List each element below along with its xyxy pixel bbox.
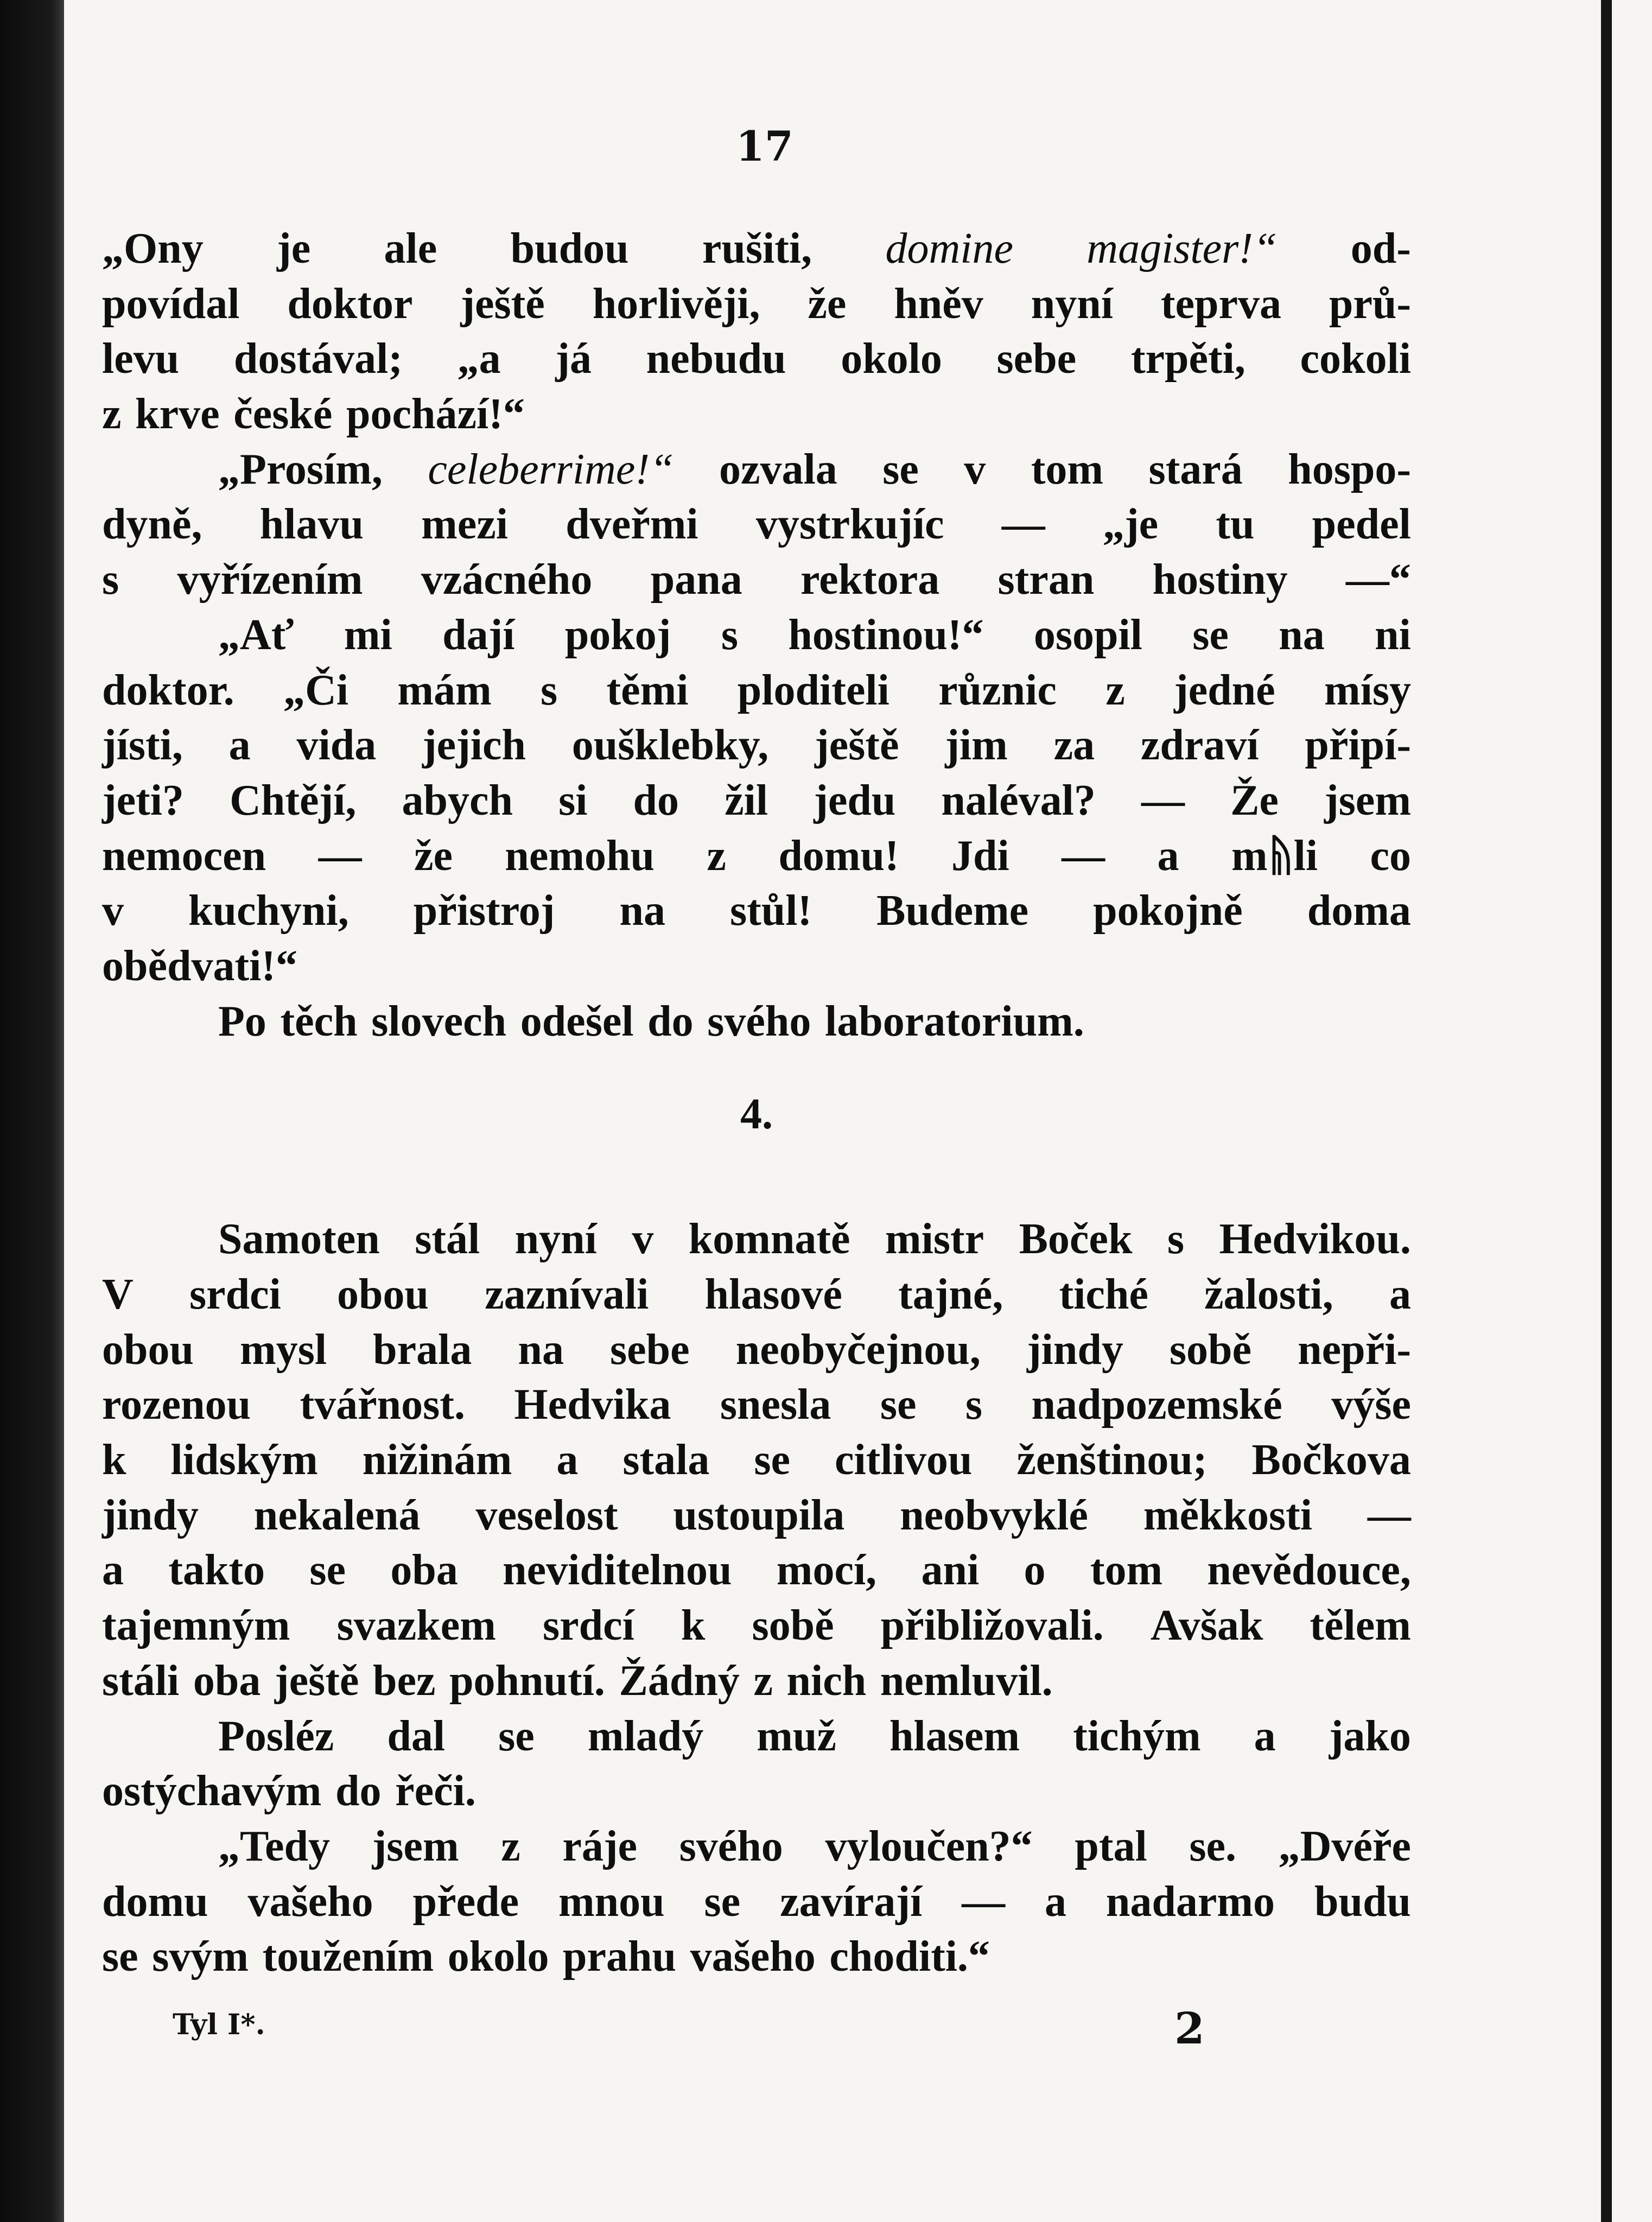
word: žalosti, bbox=[1204, 1271, 1333, 1318]
footer-signature-mark: Tyl I*. bbox=[173, 2008, 265, 2041]
word: nemohu bbox=[505, 831, 655, 880]
word: se bbox=[498, 1712, 535, 1760]
text-line bbox=[102, 663, 1411, 719]
word: a bbox=[228, 721, 251, 770]
word: vyloučen?“ bbox=[825, 1822, 1033, 1870]
text-line bbox=[102, 829, 1411, 884]
text-line bbox=[102, 1323, 1411, 1378]
word: do bbox=[647, 997, 694, 1045]
word: a bbox=[1157, 831, 1179, 880]
word: měkkosti bbox=[1143, 1491, 1312, 1539]
text-line bbox=[102, 773, 1411, 829]
word: levu bbox=[102, 335, 180, 383]
word: přibližovali. bbox=[880, 1602, 1104, 1650]
text-line bbox=[102, 1654, 1411, 1709]
word: tiché bbox=[1059, 1271, 1148, 1318]
word: Že bbox=[1230, 776, 1279, 824]
word: jindy bbox=[1026, 1325, 1123, 1374]
word: do bbox=[633, 776, 679, 824]
word: nadpozemské bbox=[1031, 1381, 1282, 1429]
word: s bbox=[102, 556, 119, 604]
word: mísy bbox=[1324, 666, 1411, 714]
word: s bbox=[1167, 1215, 1185, 1264]
word: přede bbox=[412, 1877, 519, 1926]
word: osopil bbox=[1033, 611, 1142, 659]
word: tu bbox=[1216, 500, 1255, 549]
word: „Prosím, bbox=[218, 445, 383, 493]
word: pokojně bbox=[1093, 887, 1243, 935]
word: co bbox=[1370, 831, 1411, 880]
text-line bbox=[102, 1212, 1411, 1267]
scan-gutter bbox=[0, 0, 64, 2222]
word: obou bbox=[102, 1325, 194, 1374]
word: svazkem bbox=[336, 1602, 496, 1650]
word: Hedvika bbox=[514, 1381, 671, 1429]
word: na bbox=[619, 887, 665, 935]
word: já bbox=[555, 335, 592, 383]
word: nemocen bbox=[102, 831, 266, 880]
word: hostiny bbox=[1152, 556, 1288, 604]
word: lidským bbox=[170, 1436, 318, 1484]
word: oba bbox=[390, 1546, 458, 1595]
word: jako bbox=[1329, 1712, 1411, 1760]
word: ani bbox=[921, 1546, 980, 1595]
word: hostinou!“ bbox=[788, 611, 984, 659]
word: prů- bbox=[1329, 280, 1411, 328]
word: domu bbox=[102, 1877, 208, 1926]
word: okolo bbox=[841, 335, 942, 383]
word: různic bbox=[938, 666, 1057, 714]
word: doma bbox=[1307, 887, 1411, 935]
text-line bbox=[102, 608, 1411, 663]
word: obědvati!“ bbox=[102, 942, 297, 990]
word: Po bbox=[218, 997, 266, 1045]
word: vystrkujíc bbox=[755, 500, 944, 549]
word: ráje bbox=[562, 1822, 638, 1870]
word: ploditeli bbox=[737, 666, 889, 714]
word: výše bbox=[1331, 1381, 1411, 1429]
word: se bbox=[704, 1877, 741, 1926]
word: doktor bbox=[287, 280, 413, 328]
word: naléval? bbox=[941, 776, 1096, 824]
word: veselost bbox=[475, 1491, 618, 1539]
word: vyřízením bbox=[177, 556, 363, 604]
word: hněv bbox=[894, 280, 983, 328]
text-line bbox=[102, 1488, 1411, 1544]
word: Posléz bbox=[218, 1712, 334, 1760]
word: vašeho bbox=[690, 1933, 816, 1981]
word: magister!“ bbox=[1086, 225, 1278, 272]
word: řeči. bbox=[395, 1767, 476, 1815]
word: pochází!“ bbox=[346, 390, 525, 439]
word: že bbox=[414, 831, 453, 880]
word: Boček bbox=[1019, 1215, 1133, 1264]
text-line bbox=[102, 442, 1411, 498]
word: nadarmo bbox=[1105, 1877, 1275, 1926]
word: teprva bbox=[1160, 280, 1281, 328]
text-line bbox=[102, 332, 1411, 387]
word: Chtějí, bbox=[230, 776, 357, 824]
word: Žádný bbox=[619, 1656, 740, 1705]
word: snesla bbox=[720, 1381, 831, 1429]
word: v bbox=[102, 887, 124, 935]
word: abych bbox=[402, 776, 513, 824]
page-edge-shadow bbox=[1601, 0, 1612, 2222]
word: na bbox=[518, 1325, 564, 1374]
word: stáli bbox=[102, 1656, 180, 1705]
word: „Dvéře bbox=[1278, 1822, 1411, 1870]
word: neviditelnou bbox=[503, 1546, 732, 1595]
word: ozvala bbox=[719, 445, 837, 493]
word: že bbox=[808, 280, 847, 328]
word: srdci bbox=[189, 1271, 281, 1318]
word: se bbox=[880, 1381, 917, 1429]
word: dal bbox=[387, 1712, 446, 1760]
word: mistr bbox=[885, 1215, 984, 1264]
word: o bbox=[1024, 1546, 1046, 1595]
word: budou bbox=[510, 225, 629, 272]
word: jeti? bbox=[102, 776, 185, 824]
word: hlasové bbox=[704, 1271, 842, 1318]
word: za bbox=[1053, 721, 1095, 770]
word: zavírají bbox=[780, 1877, 923, 1926]
word: svého bbox=[679, 1822, 783, 1870]
text-line bbox=[102, 1433, 1411, 1488]
word: neobvyklé bbox=[900, 1491, 1088, 1539]
word: z bbox=[753, 1656, 773, 1705]
word: vašeho bbox=[247, 1877, 373, 1926]
word: vzácného bbox=[421, 556, 593, 604]
word: v bbox=[632, 1215, 654, 1264]
word: z bbox=[501, 1822, 520, 1870]
word: ni bbox=[1375, 611, 1411, 659]
word: budu bbox=[1314, 1877, 1411, 1926]
word: svého bbox=[707, 997, 811, 1045]
word: ještě bbox=[460, 280, 545, 328]
word: oušklebky, bbox=[571, 721, 769, 770]
text-line bbox=[102, 221, 1411, 277]
word: oba bbox=[193, 1656, 261, 1705]
word: si bbox=[558, 776, 588, 824]
word: „je bbox=[1102, 500, 1159, 549]
word: zaznívali bbox=[485, 1271, 649, 1318]
word: hospo- bbox=[1288, 445, 1411, 493]
word: a bbox=[102, 1546, 124, 1595]
word: trpěti, bbox=[1130, 335, 1246, 383]
word: tom bbox=[1090, 1546, 1163, 1595]
word: slovech bbox=[371, 997, 507, 1045]
word: mám bbox=[397, 666, 492, 714]
text-line bbox=[102, 1598, 1411, 1654]
word: obou bbox=[337, 1271, 429, 1318]
word: doktor. bbox=[102, 666, 234, 714]
word: těmi bbox=[606, 666, 689, 714]
word: dají bbox=[442, 611, 515, 659]
word: s bbox=[541, 666, 558, 714]
word: ale bbox=[384, 225, 437, 272]
word: žil bbox=[725, 776, 768, 824]
word: mezi bbox=[421, 500, 509, 549]
word: Samoten bbox=[218, 1215, 380, 1264]
text-line bbox=[102, 884, 1411, 939]
page-number: 17 bbox=[736, 122, 793, 170]
text-line bbox=[102, 553, 1411, 608]
word: — bbox=[962, 1877, 1006, 1926]
word: vida bbox=[296, 721, 377, 770]
word: Budeme bbox=[876, 887, 1029, 935]
word: takto bbox=[168, 1546, 265, 1595]
word: k bbox=[681, 1602, 706, 1650]
text-line bbox=[102, 497, 1411, 553]
word: sobě bbox=[1169, 1325, 1252, 1374]
word: povídal bbox=[102, 280, 240, 328]
word: sebe bbox=[996, 335, 1077, 383]
word: — bbox=[318, 831, 362, 880]
text-line bbox=[102, 387, 1411, 442]
word: tajné, bbox=[898, 1271, 1003, 1318]
word: od- bbox=[1350, 225, 1411, 272]
word: domine bbox=[885, 225, 1013, 272]
word: z bbox=[707, 831, 726, 880]
text-line bbox=[102, 939, 1411, 994]
word: zdraví bbox=[1140, 721, 1259, 770]
text-line bbox=[102, 1377, 1411, 1433]
word: pohnutí. bbox=[449, 1656, 605, 1705]
word: sebe bbox=[610, 1325, 690, 1374]
word: nepři- bbox=[1298, 1325, 1411, 1374]
word: rektora bbox=[800, 556, 940, 604]
word: „a bbox=[457, 335, 501, 383]
word: tichým bbox=[1073, 1712, 1201, 1760]
word: hlasem bbox=[889, 1712, 1020, 1760]
page-text bbox=[102, 221, 1411, 1985]
word: a bbox=[1389, 1271, 1411, 1318]
word: — bbox=[1141, 776, 1185, 824]
word: 4. bbox=[740, 1090, 773, 1139]
word: těch bbox=[280, 997, 358, 1045]
text-line bbox=[102, 1764, 1411, 1819]
word: celeberrime!“ bbox=[428, 445, 674, 493]
text-line bbox=[102, 1543, 1411, 1598]
word: domu! bbox=[778, 831, 899, 880]
text-line bbox=[102, 1267, 1411, 1323]
word: mnou bbox=[558, 1877, 665, 1926]
word: mᚥli bbox=[1231, 831, 1318, 880]
text-line bbox=[102, 718, 1411, 773]
word: nekalená bbox=[253, 1491, 421, 1539]
word: mysl bbox=[240, 1325, 327, 1374]
word: sobě bbox=[752, 1602, 834, 1650]
word: nevědouce, bbox=[1207, 1546, 1411, 1595]
word: jsem bbox=[1324, 776, 1411, 824]
word: nyní bbox=[1031, 280, 1113, 328]
word: z bbox=[1105, 666, 1125, 714]
word: jindy bbox=[102, 1491, 199, 1539]
word: horlivěji, bbox=[592, 280, 760, 328]
word: nyní bbox=[514, 1215, 597, 1264]
word: s bbox=[721, 611, 738, 659]
word: stran bbox=[997, 556, 1095, 604]
word: jísti, bbox=[102, 721, 183, 770]
word: pana bbox=[650, 556, 742, 604]
word: připí- bbox=[1305, 721, 1411, 770]
word: jedu bbox=[814, 776, 896, 824]
word: neobyčejnou, bbox=[735, 1325, 981, 1374]
word: se. bbox=[1189, 1822, 1236, 1870]
word: k bbox=[102, 1436, 126, 1484]
word: z bbox=[102, 390, 122, 439]
word: — bbox=[1367, 1491, 1411, 1539]
word: ostýchavým bbox=[102, 1767, 322, 1815]
word: stará bbox=[1148, 445, 1243, 493]
word: stůl! bbox=[729, 887, 812, 935]
word: svým bbox=[152, 1933, 249, 1981]
word: okolo bbox=[447, 1933, 549, 1981]
text-line bbox=[102, 277, 1411, 332]
word: tvářnost. bbox=[300, 1381, 465, 1429]
word: Jdi bbox=[951, 831, 1009, 880]
word: nebudu bbox=[646, 335, 786, 383]
word: se bbox=[1192, 611, 1229, 659]
word: tajemným bbox=[102, 1602, 290, 1650]
word: ženštinou; bbox=[1016, 1436, 1208, 1484]
word: nich bbox=[786, 1656, 867, 1705]
word: muž bbox=[757, 1712, 836, 1760]
word: — bbox=[1062, 831, 1105, 880]
text-line bbox=[102, 1929, 1411, 1985]
text-line bbox=[102, 1875, 1411, 1930]
word: nemluvil. bbox=[880, 1656, 1053, 1705]
word: a bbox=[556, 1436, 579, 1484]
word: v bbox=[964, 445, 986, 493]
word: V bbox=[102, 1271, 134, 1318]
word: nižinám bbox=[362, 1436, 512, 1484]
word: kuchyni, bbox=[188, 887, 349, 935]
word: se bbox=[754, 1436, 791, 1484]
word: na bbox=[1279, 611, 1325, 659]
word: se bbox=[309, 1546, 346, 1595]
word: jejich bbox=[422, 721, 526, 770]
text-line bbox=[102, 1709, 1411, 1764]
word: — bbox=[1001, 500, 1045, 549]
word: jsem bbox=[372, 1822, 459, 1870]
word: „Či bbox=[283, 666, 349, 714]
word: ještě bbox=[815, 721, 899, 770]
word: mocí, bbox=[776, 1546, 877, 1595]
word: „Tedy bbox=[218, 1822, 331, 1870]
word: a bbox=[1254, 1712, 1276, 1760]
word: bez bbox=[372, 1656, 436, 1705]
word: mladý bbox=[587, 1712, 704, 1760]
word: krve bbox=[135, 390, 220, 439]
word: toužením bbox=[262, 1933, 434, 1981]
word: „Ony bbox=[102, 225, 204, 272]
word: srdcí bbox=[542, 1602, 634, 1650]
chapter-heading bbox=[102, 1049, 1411, 1212]
word: „Ať bbox=[218, 611, 294, 659]
word: cokoli bbox=[1300, 335, 1411, 383]
word: rušiti, bbox=[702, 225, 812, 272]
text-line bbox=[102, 994, 1411, 1050]
word: s bbox=[965, 1381, 983, 1429]
text-line bbox=[102, 1819, 1411, 1875]
word: jim bbox=[945, 721, 1008, 770]
word: tom bbox=[1031, 445, 1104, 493]
word: prahu bbox=[563, 1933, 677, 1981]
word: mi bbox=[344, 611, 392, 659]
word: odešel bbox=[520, 997, 634, 1045]
word: do bbox=[335, 1767, 382, 1815]
word: pedel bbox=[1312, 500, 1411, 549]
word: choditi.“ bbox=[829, 1933, 990, 1981]
word: laboratorium. bbox=[824, 997, 1084, 1045]
word: se bbox=[882, 445, 919, 493]
printer-signature-number: 2 bbox=[1174, 2003, 1205, 2054]
word: jedné bbox=[1174, 666, 1275, 714]
word: ustoupila bbox=[673, 1491, 845, 1539]
word: rozenou bbox=[102, 1381, 251, 1429]
word: komnatě bbox=[688, 1215, 850, 1264]
word: dostával; bbox=[233, 335, 403, 383]
word: citlivou bbox=[835, 1436, 973, 1484]
word: je bbox=[277, 225, 311, 272]
word: Hedvikou. bbox=[1219, 1215, 1411, 1264]
word: ptal bbox=[1075, 1822, 1147, 1870]
word: přistroj bbox=[413, 887, 555, 935]
word: dyně, bbox=[102, 500, 202, 549]
word: se bbox=[102, 1933, 138, 1981]
word: Bočkova bbox=[1251, 1436, 1411, 1484]
word: české bbox=[233, 390, 333, 439]
word: —“ bbox=[1345, 556, 1411, 604]
word: dveřmi bbox=[566, 500, 698, 549]
word: a bbox=[1045, 1877, 1066, 1926]
word: tělem bbox=[1310, 1602, 1411, 1650]
word: ještě bbox=[274, 1656, 359, 1705]
word: brala bbox=[373, 1325, 472, 1374]
word: Avšak bbox=[1150, 1602, 1263, 1650]
word: stala bbox=[622, 1436, 710, 1484]
word: hlavu bbox=[259, 500, 364, 549]
word: pokoj bbox=[564, 611, 671, 659]
word: stál bbox=[415, 1215, 480, 1264]
